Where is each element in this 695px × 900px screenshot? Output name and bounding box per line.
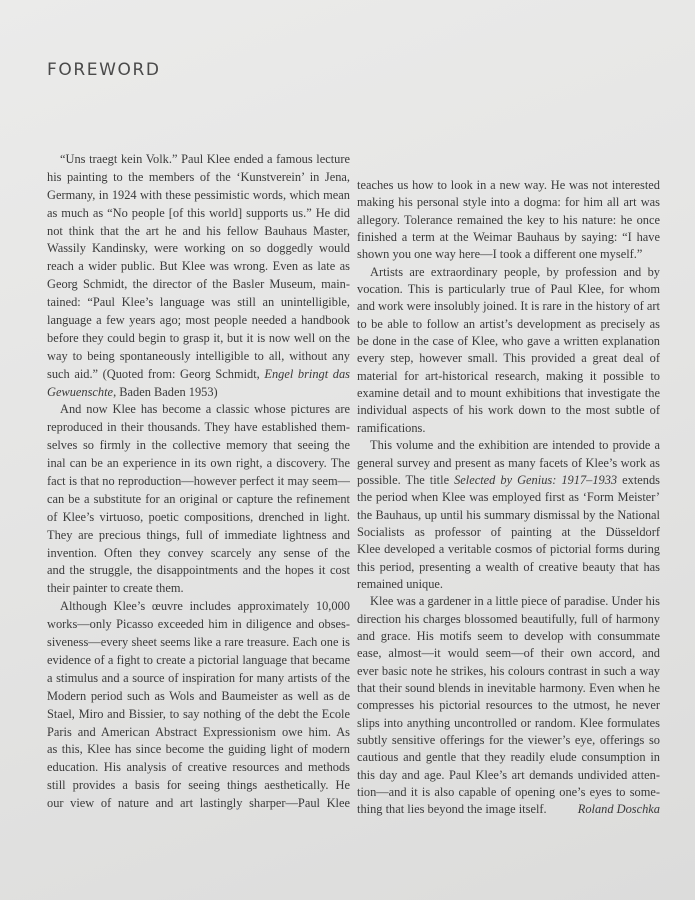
line-text: “Uns traegt kein Volk.” Paul Klee ended a famous lecture: [60, 152, 350, 166]
text-line: [47, 187, 350, 205]
line-text: that their sound blends in inevitable harmony. Even when he: [357, 680, 660, 695]
text-line: [47, 741, 350, 759]
text-line: [47, 169, 350, 187]
paragraph: [357, 437, 660, 593]
line-text: selves so firmly in the collective memory that seeing the: [47, 438, 350, 453]
line-text: and grace. His motifs seem to develop with consummate: [357, 628, 660, 643]
line-text: , Baden Baden 1953): [113, 384, 218, 399]
line-text: of Klee’s virtuoso, poetic compositions, drenched in light.: [47, 509, 350, 524]
line-text: the Bauhaus, up until his summary dismissal by the National: [357, 507, 660, 522]
text-line: [47, 509, 350, 527]
line-text: ease, almost—it would seem—of their own accord, and: [357, 646, 660, 661]
line-text: Although Klee’s œuvre includes approximately 10,000: [60, 599, 350, 614]
text-line: [47, 312, 350, 330]
line-text: examine detail and to mount exhibitions that investigate the: [357, 386, 660, 401]
text-line: [47, 670, 350, 688]
text-line: [47, 258, 350, 276]
text-column-left: [47, 151, 350, 813]
text-line: [47, 491, 350, 509]
line-text: thing that lies beyond the image itself.: [357, 802, 547, 817]
text-line: [357, 697, 660, 714]
line-text: the period when Klee was employed first as ‘Form Meister’: [357, 490, 660, 505]
text-line: [47, 545, 350, 563]
paragraph: [357, 264, 660, 437]
paragraph: [357, 177, 660, 264]
line-text: extends: [622, 472, 660, 487]
line-text: language a few years ago; most people needed a handbook: [47, 313, 350, 328]
line-text: to be able to follow an artist’s development as precisely as: [357, 316, 660, 331]
line-text: ramifications.: [357, 420, 426, 435]
line-text: way to being spontaneously intelligible to all, without any: [47, 348, 350, 363]
line-text: be done in the case of Klee, who gave a written explanation: [357, 334, 660, 349]
text-line: [357, 524, 660, 541]
line-text: possible. The title: [357, 472, 455, 487]
text-line: [47, 384, 350, 402]
line-text: They are precious things, full of immediate lightness and: [47, 527, 350, 542]
line-text: and work were insolubly joined. It is rare in the history of art: [357, 299, 660, 314]
text-line: [47, 330, 350, 348]
line-text: subtly sensitive offerings for the viewer’s eye, offerings so: [357, 733, 660, 747]
line-text: Klee was a gardener in a little piece of paradise. Under his: [370, 594, 660, 609]
italic-title-text: Selected by Genius: 1917–1933: [454, 472, 618, 487]
line-text: every step, however small. This provided a great deal of: [357, 351, 660, 366]
line-text: This volume and the exhibition are intended to provide a: [370, 438, 660, 453]
line-text: before they could begin to grasp it, but it is now well on the: [47, 330, 350, 345]
line-text: education. His analysis of creative resources and methods: [47, 760, 350, 775]
line-text: direction his charges blossomed beautifully, full of harmony: [357, 611, 660, 626]
line-text: remained unique.: [357, 576, 444, 591]
line-text: shown you one way here—I took a different one myself.”: [357, 247, 643, 262]
line-text: And now Klee has become a classic whose pictures are: [60, 402, 350, 417]
line-text: can be a substitute for an original or capture the refinement: [47, 491, 350, 506]
line-text: Artists are extraordinary people, by profession and by: [370, 264, 660, 279]
line-text: Klee developed a veritable cosmos of pictorial forms during: [357, 542, 660, 557]
text-line: [357, 507, 660, 524]
page-title: FOREWORD: [47, 60, 161, 81]
text-line: [357, 229, 660, 246]
text-line: [47, 562, 350, 580]
author-signature: Roland Doschka: [577, 802, 660, 817]
text-line: [357, 593, 660, 610]
line-text: his painting to the members of the ‘Kunstverein’ in Jena,: [47, 169, 350, 184]
line-text: siveness—every sheet seems like a rare treasure. Each one is: [47, 635, 350, 650]
line-text: Germany, in 1924 with these pessimistic words, which mean: [47, 187, 350, 202]
line-text: compresses his pictorial resources to the utmost, he never: [357, 698, 660, 713]
text-line: [357, 402, 660, 419]
line-text: our view of nature and art lastingly sharper—Paul Klee: [47, 796, 350, 811]
line-text: teaches us how to look in a new way. He was not interested: [357, 178, 660, 192]
text-line: [357, 437, 660, 454]
line-text: reach a wider public. But Klee was wrong. Even as late as: [47, 259, 350, 274]
line-text: inal can be an experience in its own right, a discovery. The: [47, 456, 350, 471]
text-line: [357, 194, 660, 211]
line-text: finished a term at the Weimar Bauhaus by saying: “I have: [357, 230, 660, 245]
italic-title-text: Gewuenschte: [47, 384, 114, 399]
text-line: [357, 246, 660, 263]
line-text: allegory. Tolerance remained the key to his nature: he once: [357, 212, 660, 227]
line-text: Stael, Miro and Bissier, to say nothing of the debt the Ecole: [47, 706, 350, 721]
line-text: Wassily Kandinsky, were working on so doggedly would: [47, 241, 350, 256]
line-text: as this, Klee has since become the guiding light of modern: [47, 742, 350, 757]
line-text: not think that the art he and his fellow Bauhaus Master,: [47, 223, 350, 238]
line-text: Modern period such as Wols and Baumeister as well as de: [47, 688, 350, 703]
line-text: their painter to create them.: [47, 581, 184, 596]
line-text: ever basic note he strikes, his colours contrast in such a way: [357, 663, 660, 678]
text-line: [357, 715, 660, 732]
line-text: cautious and gentle that they readily elude consumption in: [357, 750, 660, 765]
text-line: [47, 724, 350, 742]
text-line: [357, 264, 660, 281]
paragraph: [357, 593, 660, 818]
line-text: still provides a basis for seeing things aesthetically. He: [47, 778, 350, 793]
text-line: [357, 333, 660, 350]
text-line: [47, 455, 350, 473]
text-line: [47, 276, 350, 294]
text-line: [357, 472, 660, 489]
text-line: [357, 177, 660, 194]
text-line: [47, 294, 350, 312]
text-line: [47, 223, 350, 241]
text-line: [357, 749, 660, 766]
text-line: [357, 767, 660, 784]
paragraph: [47, 401, 350, 598]
text-line: [357, 645, 660, 662]
text-line: [47, 706, 350, 724]
text-line: [47, 580, 350, 598]
text-line: [357, 611, 660, 628]
text-line: [357, 663, 660, 680]
text-line: [357, 455, 660, 472]
line-text: Socialists as professor of painting at the Düsseldorf: [357, 524, 660, 539]
line-text: slips into anything uncontrolled or random. Klee formulates: [357, 715, 660, 730]
text-line: [47, 759, 350, 777]
line-text: general survey and present as many facets of Klee’s work as: [357, 455, 660, 470]
text-line: [47, 598, 350, 616]
text-line: [357, 298, 660, 315]
text-line: [357, 576, 660, 593]
text-line: [357, 350, 660, 367]
line-text: fact is that no reproduction—however perfect it may seem—: [47, 474, 350, 489]
text-line: [47, 777, 350, 795]
line-text: Paris and American Abstract Expressionism owe him. As: [47, 724, 350, 739]
text-line: [47, 652, 350, 670]
text-line: [47, 437, 350, 455]
text-line: [47, 419, 350, 437]
text-line: [47, 634, 350, 652]
line-text: evidence of a fight to create a pictorial language that became: [47, 652, 350, 667]
paragraph: [47, 598, 350, 813]
text-line: [357, 628, 660, 645]
text-line: [357, 281, 660, 298]
line-text: this period, presenting a wealth of creative beauty that has: [357, 559, 660, 574]
text-line: [47, 616, 350, 634]
line-text: making his personal style into a dogma: for him all art was: [357, 195, 660, 210]
line-text: works—only Picasso exceeded him in diligence and obses-: [47, 617, 350, 632]
line-text: reproduced in their thousands. They have established them-: [47, 420, 350, 435]
line-text: tained: “Paul Klee’s language was still an unintelligible,: [47, 295, 350, 310]
text-column-right: [357, 177, 660, 819]
text-line: [47, 348, 350, 366]
paragraph: [47, 151, 350, 401]
line-text: invention. Often they convey scarcely any sense of the: [47, 545, 350, 560]
text-line: [47, 688, 350, 706]
line-text: a stimulus and a source of inspiration for many artists of the: [47, 670, 350, 685]
text-line: [357, 212, 660, 229]
line-text: as much as “No people [of this world] supports us.” He did: [47, 205, 350, 220]
text-line: [47, 366, 350, 384]
line-text: tion—and it is also capable of opening one’s eyes to some-: [357, 785, 660, 800]
text-line: [357, 732, 660, 749]
text-line: [47, 151, 350, 169]
text-line: [47, 401, 350, 419]
text-line: [357, 559, 660, 576]
text-line: [47, 205, 350, 223]
text-line: [47, 527, 350, 545]
text-line: [357, 420, 660, 437]
line-text: such aid.” (Quoted from: Georg Schmidt,: [47, 366, 265, 381]
line-text: this day and age. Paul Klee’s art demands undivided atten-: [357, 767, 660, 782]
line-text: individual aspects of his work down to the most subtle of: [357, 403, 660, 418]
text-line: [357, 316, 660, 333]
text-line: [357, 784, 660, 801]
line-text: Georg Schmidt, the director of the Basler Museum, main-: [47, 277, 350, 292]
text-line: [47, 240, 350, 258]
text-line: [357, 489, 660, 506]
line-text: material for art-historical research, making it possible to: [357, 368, 660, 383]
line-text: vocation. This is particularly true of Paul Klee, for whom: [357, 282, 660, 297]
text-line: [357, 541, 660, 558]
text-line: [47, 473, 350, 491]
line-text: and the struggle, the disappointments and the hopes it cost: [47, 563, 350, 578]
italic-title-text: Engel bringt das: [264, 366, 350, 381]
text-line: [47, 795, 350, 813]
text-line: [357, 680, 660, 697]
text-line: [357, 385, 660, 402]
text-line: [357, 368, 660, 385]
text-line: [357, 801, 660, 818]
